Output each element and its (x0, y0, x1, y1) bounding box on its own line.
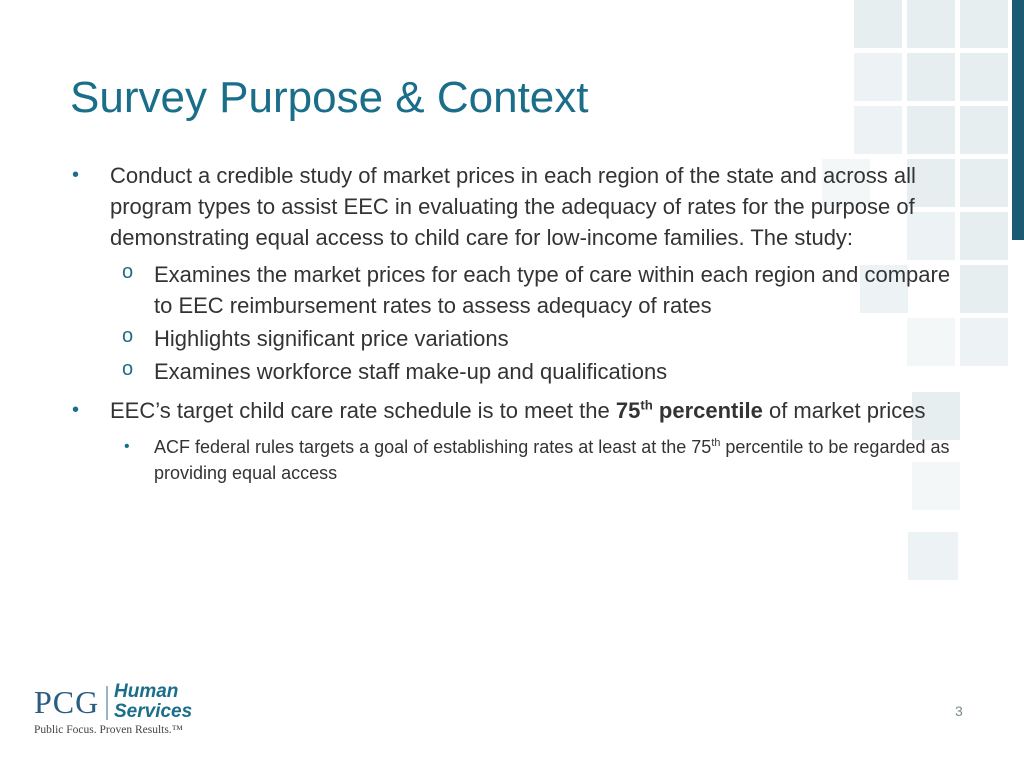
percentile-number: 75 (615, 398, 641, 423)
sub-bullet-acf-rules (116, 434, 962, 486)
sub-bullet-marker: o (122, 261, 134, 283)
sub-bullet-marker: o (122, 358, 134, 380)
page-number: 3 (955, 703, 963, 719)
bullet-text-before: EEC’s target child care rate schedule is to meet the (110, 398, 616, 423)
slide-title: Survey Purpose & Context (70, 73, 589, 122)
logo-tagline: Public Focus. Proven Results.™ (34, 724, 183, 736)
bullet-target-rate (72, 395, 962, 426)
slide-body (72, 160, 962, 486)
sub-bullet-marker: o (122, 325, 134, 347)
sub-bullet-text: Highlights significant price variations (154, 326, 509, 351)
percentile-suffix: th (640, 397, 653, 413)
bullet-text: Conduct a credible study of market prices in each region of the state and across all program types to assist EEC in evaluating the adequacy of rates for the purpose of demonstrating equal access to child care for low-income families. The study: (110, 163, 916, 250)
logo-line-services: Services (114, 701, 193, 722)
sub-bullet-workforce (116, 356, 962, 387)
logo-human-services (114, 682, 192, 722)
percentile-word: percentile (652, 398, 763, 423)
sub-bullet-text: Examines workforce staff make-up and qualifications (154, 359, 668, 384)
logo-line-human: Human (114, 681, 179, 702)
bullet-study-purpose (72, 160, 962, 253)
bullet-marker: • (72, 399, 80, 421)
sub-bullet-text: Examines the market prices for each type of care within each region and compare to EEC reimbursement rates to assess adequacy of rates (154, 262, 951, 318)
logo-divider (106, 686, 108, 720)
sub-bullet-marker: • (124, 438, 130, 455)
accent-bar (1012, 0, 1024, 240)
sub-bullet-text-before: ACF federal rules targets a goal of establishing rates at least at the 75 (154, 437, 712, 457)
sub-bullet-price-variations (116, 323, 962, 354)
sub-bullet-text-after: percentile to be regarded as providing equal access (154, 437, 950, 483)
bullet-marker: • (72, 164, 80, 186)
sub-bullet-suffix: th (711, 437, 721, 449)
sub-bullet-market-prices (116, 259, 962, 321)
pcg-human-services-logo (34, 682, 234, 742)
bullet-text-after: of market prices (762, 398, 926, 423)
logo-pcg-text: PCG (34, 684, 100, 720)
percentile-emphasis (616, 398, 763, 423)
